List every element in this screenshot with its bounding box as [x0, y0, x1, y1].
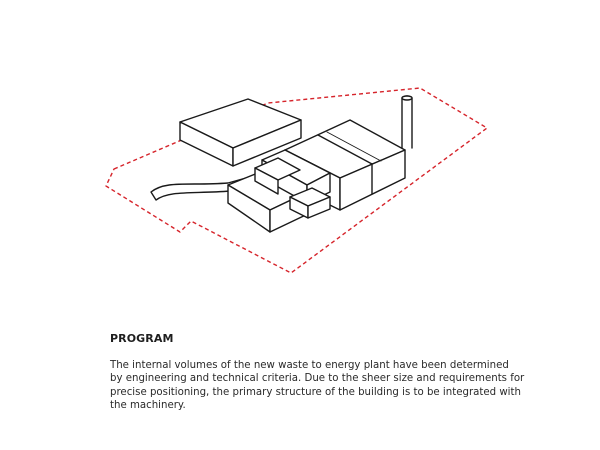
section-title: PROGRAM: [110, 332, 174, 345]
description-line: The internal volumes of the new waste to energy plant have been determined: [110, 360, 509, 371]
description-line: the machinery.: [110, 400, 186, 412]
description-paragraph: [110, 359, 525, 413]
description-line: precise positioning, the primary structure of the building is to be integrated with: [110, 386, 521, 398]
description-line: by engineering and technical criteria. Due to the sheer size and requirements for: [110, 373, 525, 385]
chimney-stack: [402, 96, 412, 150]
